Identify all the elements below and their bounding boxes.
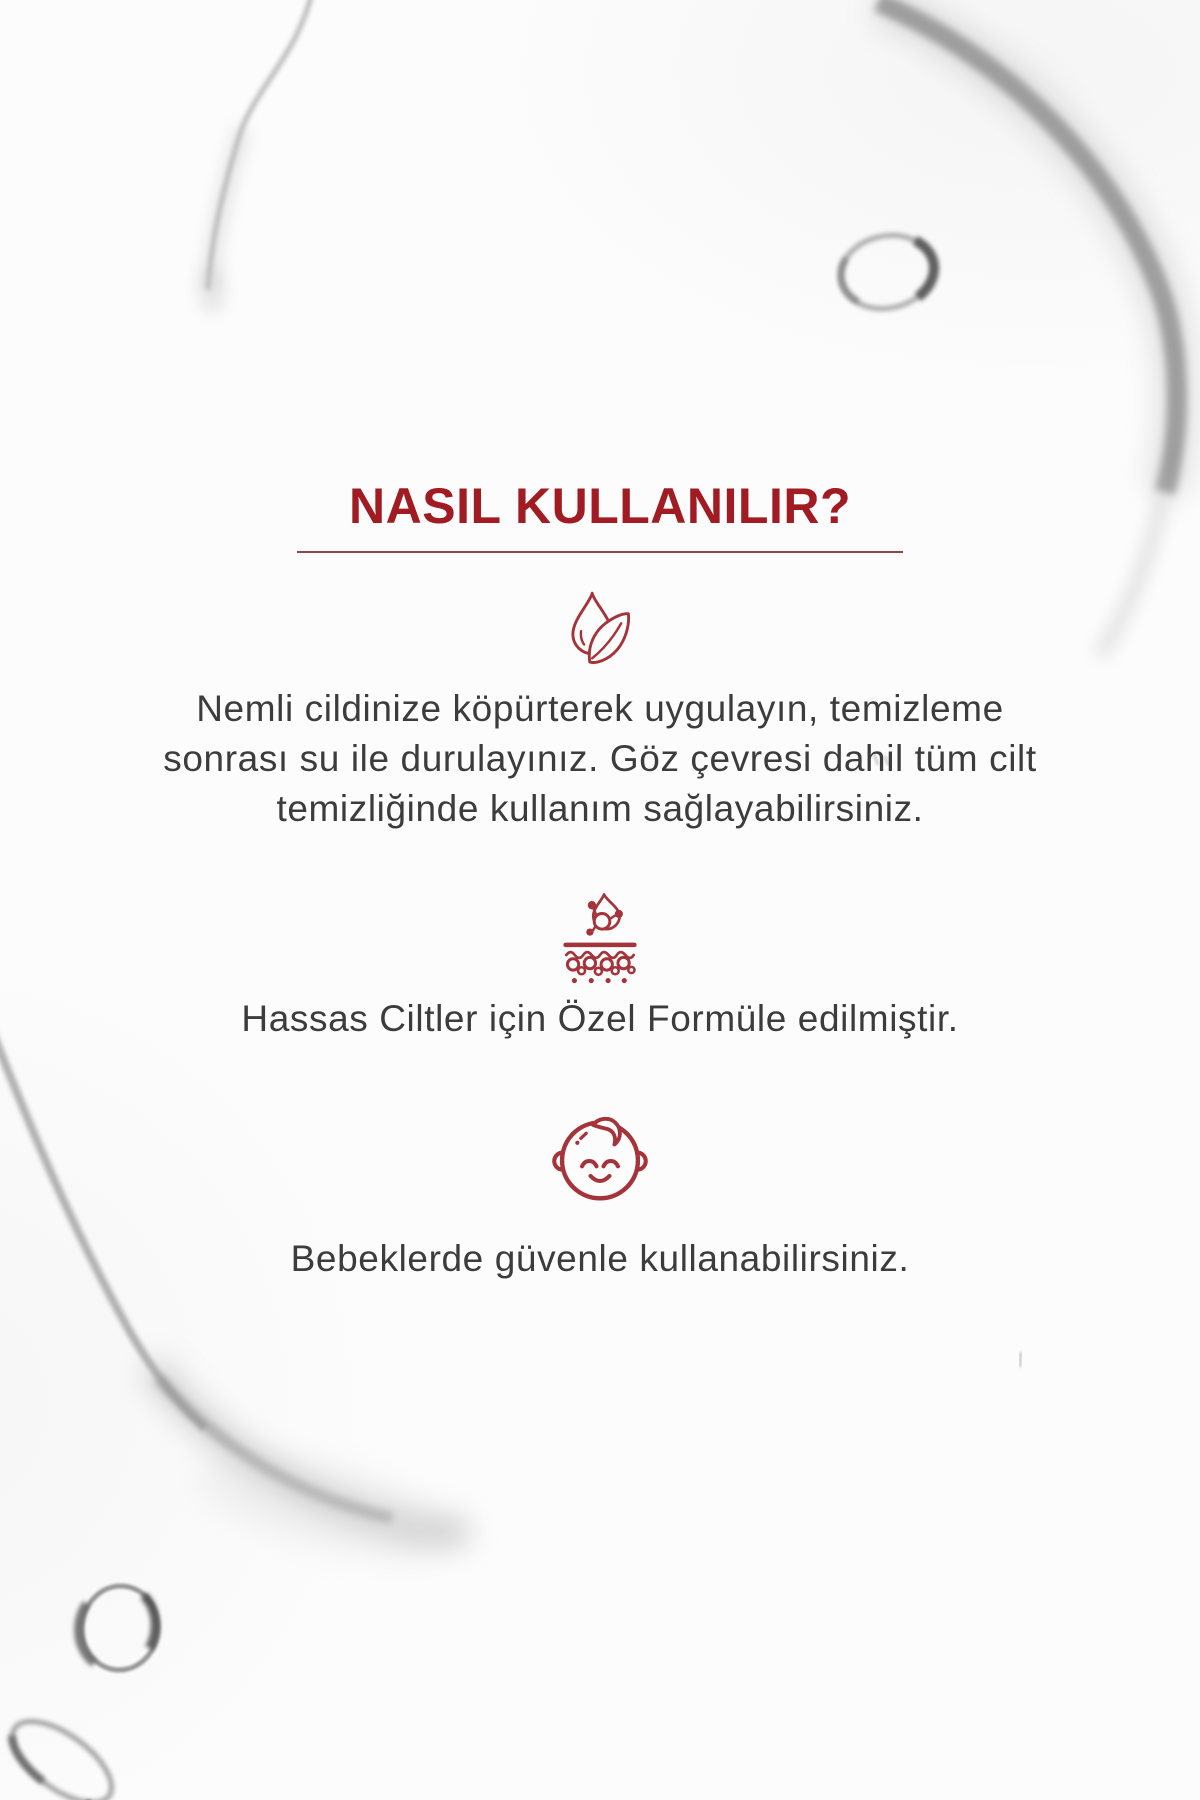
section-3-text — [0, 1234, 1200, 1284]
text-line: Nemli cildinize köpürterek uygulayın, temizleme — [196, 688, 1004, 729]
section-1-text — [0, 684, 1200, 834]
baby-face-icon — [550, 1106, 650, 1206]
section-1-icon — [559, 589, 641, 676]
section-2-icon — [554, 891, 646, 993]
text-line: Bebeklerde güvenle kullanabilirsiniz. — [290, 1238, 910, 1279]
bubble-oval-corner — [0, 1706, 125, 1800]
page-title: NASIL KULLANILIR? — [349, 478, 851, 534]
title-underline — [297, 551, 903, 553]
bubble-ring-top — [834, 227, 941, 317]
bubble-ring-bottom — [74, 1582, 162, 1674]
text-line: temizliğinde kullanım sağlayabilirsiniz. — [276, 788, 924, 829]
skin-molecule-icon — [554, 891, 646, 988]
section-3-icon — [550, 1106, 650, 1211]
swirl-top-right — [878, 2, 1177, 655]
section-2-text — [0, 994, 1200, 1044]
swirl-top-left — [198, 0, 313, 314]
text-line: sonrası su ile durulayınız. Göz çevresi dahil tüm cilt — [163, 738, 1037, 779]
text-line: Hassas Ciltler için Özel Formüle edilmiştir. — [241, 998, 959, 1039]
swirl-bottom-left — [0, 1026, 471, 1581]
water-drop-leaf-icon — [559, 589, 641, 671]
